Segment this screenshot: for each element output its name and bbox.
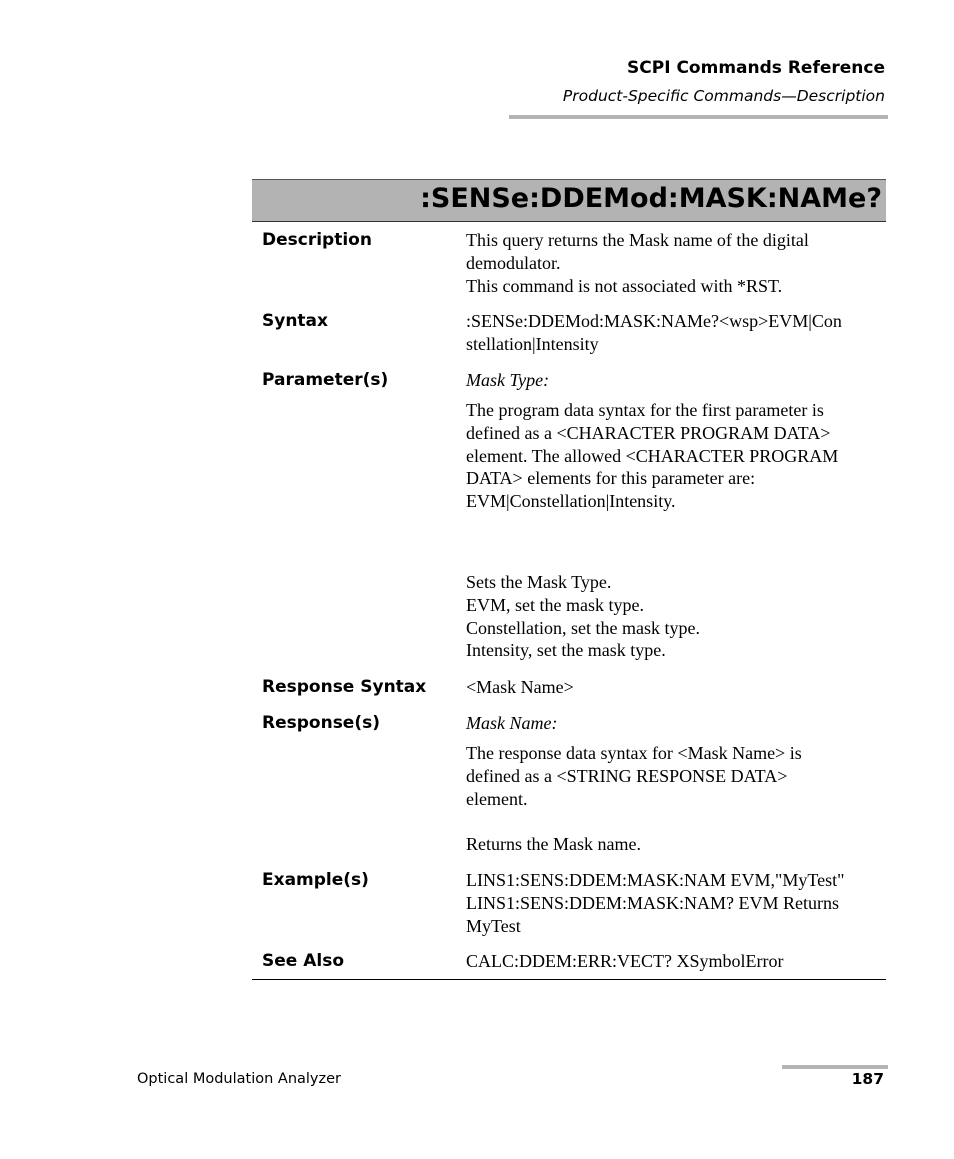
parameter-line: The program data syntax for the first parameter is	[466, 400, 824, 420]
parameter-line: EVM|Constellation|Intensity.	[466, 491, 676, 512]
responses-label: Response(s)	[262, 713, 380, 733]
parameter-line: element. The allowed <CHARACTER PROGRAM	[466, 445, 839, 466]
response-line: The response data syntax for <Mask Name> is	[466, 743, 802, 763]
see-also-label: See Also	[262, 951, 345, 971]
running-header-title: SCPI Commands Reference	[627, 58, 885, 78]
parameters-label: Parameter(s)	[262, 370, 389, 390]
description-text	[466, 229, 882, 297]
footer-rule	[782, 1065, 888, 1069]
description-line: This command is not associated with *RST.	[466, 275, 783, 296]
see-also-text: CALC:DDEM:ERR:VECT? XSymbolError	[466, 951, 784, 971]
parameter-note: EVM, set the mask type.	[466, 594, 644, 615]
example-line: MyTest	[466, 915, 521, 936]
syntax-line: :SENSe:DDEMod:MASK:NAMe?<wsp>EVM|Con	[466, 311, 842, 331]
parameter-description	[466, 399, 882, 513]
page-number: 187	[851, 1070, 884, 1088]
command-title: :SENSe:DDEMod:MASK:NAMe?	[420, 183, 882, 214]
response-description	[466, 742, 882, 810]
parameter-note: Constellation, set the mask type.	[466, 617, 700, 638]
running-header-subtitle: Product-Specific Commands—Description	[562, 87, 885, 105]
description-line: This query returns the Mask name of the digital	[466, 230, 809, 250]
example-line: LINS1:SENS:DDEM:MASK:NAM EVM,"MyTest"	[466, 870, 845, 890]
syntax-line: stellation|Intensity	[466, 333, 599, 354]
example-line: LINS1:SENS:DDEM:MASK:NAM? EVM Returns	[466, 892, 840, 913]
description-line: demodulator.	[466, 252, 561, 273]
parameter-name: Mask Type:	[466, 370, 550, 390]
response-note: Returns the Mask name.	[466, 834, 641, 854]
response-syntax-text: <Mask Name>	[466, 677, 574, 697]
parameter-line: defined as a <CHARACTER PROGRAM DATA>	[466, 422, 831, 443]
parameter-notes	[466, 571, 882, 662]
table-bottom-rule	[252, 979, 886, 980]
parameter-line: DATA> elements for this parameter are:	[466, 468, 756, 489]
syntax-text	[466, 310, 882, 356]
response-line: defined as a <STRING RESPONSE DATA>	[466, 765, 788, 786]
response-name: Mask Name:	[466, 713, 558, 733]
examples-label: Example(s)	[262, 870, 369, 890]
response-line: element.	[466, 788, 528, 809]
response-syntax-label: Response Syntax	[262, 677, 427, 697]
command-heading-bar	[252, 179, 886, 222]
header-rule	[509, 115, 888, 119]
footer-product-name: Optical Modulation Analyzer	[137, 1071, 341, 1087]
syntax-label: Syntax	[262, 311, 328, 331]
parameter-note: Intensity, set the mask type.	[466, 640, 666, 661]
description-label: Description	[262, 230, 372, 250]
examples-text	[466, 869, 882, 937]
parameter-note: Sets the Mask Type.	[466, 572, 612, 592]
